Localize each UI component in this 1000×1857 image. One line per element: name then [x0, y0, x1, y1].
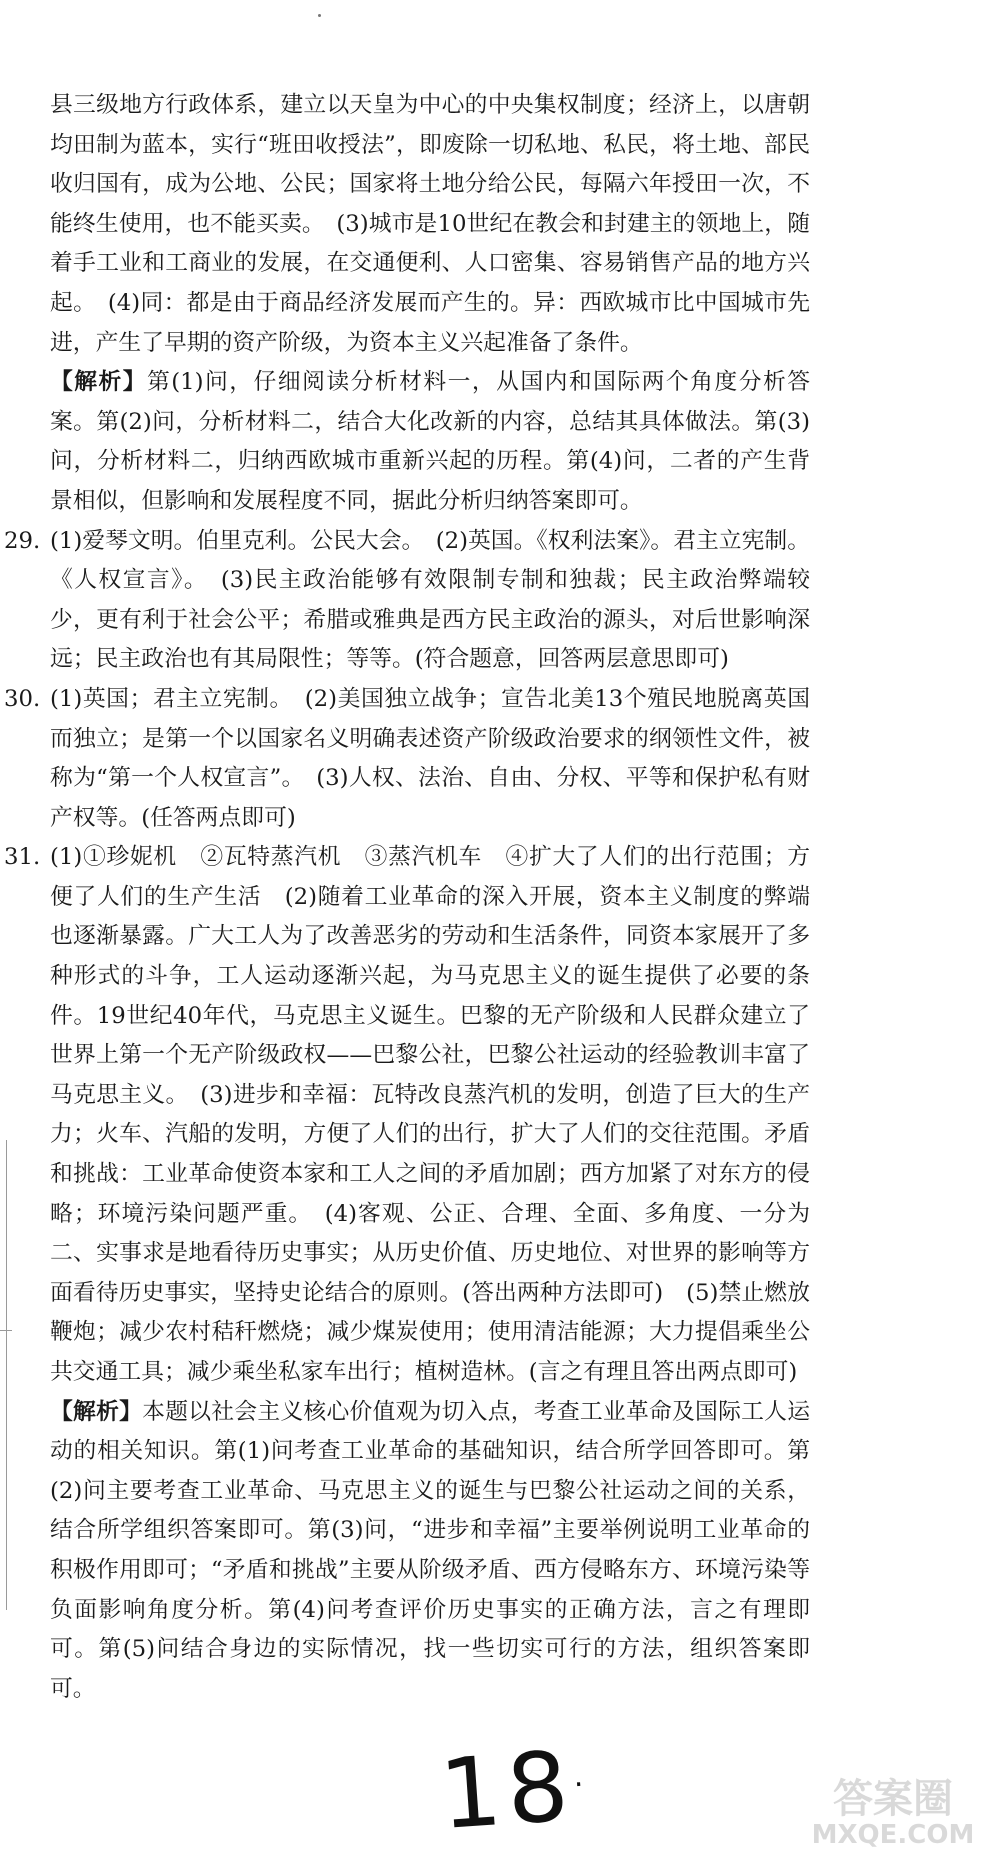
page-number-mark: ·	[572, 1766, 591, 1803]
answer-item-29	[4, 522, 810, 680]
answer-item-30	[4, 680, 810, 838]
answer-content	[4, 86, 811, 1709]
item-number: 30.	[4, 685, 41, 712]
item-number: 29.	[4, 527, 41, 554]
item-text: (1)①珍妮机 ②瓦特蒸汽机 ③蒸汽机车 ④扩大了人们的出行范围；方便了人们的生产生活 (2)随着工业革命的深入开展，资本主义制度的弊端也逐渐暴露。广大工人为了改善恶劣的劳动和生活条件，同资本家展开了多种形式的斗争，工人运动逐渐兴起，为马克思主义的诞生提供了必要的条件。19世纪40年代，马克思主义诞生。巴黎的无产阶级和人民群众建立了世界上第一个无产阶级政权——巴黎公社，巴黎公社运动的经验教训丰富了马克思主义。 (3)进步和幸福：瓦特改良蒸汽机的发明，创造了巨大的生产力；火车、汽船的发明，方便了人们的出行，扩大了人们的交往范围。矛盾和挑战：工业革命使资本家和工人之间的矛盾加剧；西方加紧了对东方的侵略；环境污染问题严重。 (4)客观、公正、合理、全面、多角度、一分为二、实事求是地看待历史事实；从历史价值、历史地位、对世界的影响等方面看待历史事实，坚持史论结合的原则。(答出两种方法即可) (5)禁止燃放鞭炮；减少农村秸秆燃烧；减少煤炭使用；使用清洁能源；大力提倡乘坐公共交通工具；减少乘坐私家车出行；植树造林。(言之有理且答出两点即可)	[50, 844, 810, 1385]
item-number: 31.	[4, 844, 41, 871]
watermark-logo-text: 答案圈	[833, 1776, 953, 1822]
analysis-text: 第(1)问，仔细阅读分析材料一，从国内和国际两个角度分析答案。第(2)问，分析材料二，结合大化改新的内容，总结其具体做法。第(3)问，分析材料二，归纳西欧城市重新兴起的历程。第(4)问，二者的产生背景相似，但影响和发展程度不同，据此分析归纳答案即可。	[50, 369, 810, 514]
item-text: (1)爱琴文明。伯里克利。公民大会。 (2)英国。《权利法案》。君主立宪制。《人权宣言》。 (3)民主政治能够有效限制专制和独裁；民主政治弊端较少，更有利于社会公平；希腊或雅典是西方民主政治的源头，对后世影响深远；民主政治也有其局限性；等等。(符合题意，回答两层意思即可)	[50, 527, 810, 673]
analysis-text: 本题以社会主义核心价值观为切入点，考查工业革命及国际工人运动的相关知识。第(1)问考查工业革命的基础知识，结合所学回答即可。第(2)问主要考查工业革命、马克思主义的诞生与巴黎公社运动之间的关系，结合所学组织答案即可。第(3)问，“进步和幸福”主要举例说明工业革命的积极作用即可；“矛盾和挑战”主要从阶级矛盾、西方侵略东方、环境污染等负面影响角度分析。第(4)问考查评价历史事实的正确方法，言之有理即可。第(5)问结合身边的实际情况，找一些切实可行的方法，组织答案即可。	[50, 1398, 811, 1702]
analysis-paragraph	[50, 363, 810, 521]
analysis-label: 【解析】	[50, 1398, 143, 1425]
item-text: (1)英国；君主立宪制。 (2)美国独立战争；宣告北美13个殖民地脱离英国而独立；是第一个以国家名义明确表述资产阶级政治要求的纲领性文件，被称为“第一个人权宣言”。 (3)人权、法治、自由、分权、平等和保护私有财产权等。(任答两点即可)	[50, 685, 810, 831]
analysis-label: 【解析】	[50, 369, 148, 396]
handwritten-page-number	[436, 1729, 593, 1852]
answer-item-31	[4, 838, 810, 1392]
scan-speck	[318, 14, 321, 17]
page-number-text: 18	[436, 1729, 578, 1852]
watermark-url: MXQE.COM	[811, 1820, 975, 1850]
continuation-text: 县三级地方行政体系，建立以天皇为中心的中央集权制度；经济上，以唐朝均田制为蓝本，实行“班田收授法”，即废除一切私地、私民，将土地、部民收归国有，成为公地、公民；国家将土地分给公民，每隔六年授田一次，不能终生使用，也不能买卖。 (3)城市是10世纪在教会和封建主的领地上，随着手工业和工商业的发展，在交通便利、人口密集、容易销售产品的地方兴起。 (4)同：都是由于商品经济发展而产生的。异：西欧城市比中国城市先进，产生了早期的资产阶级，为资本主义兴起准备了条件。	[50, 92, 810, 356]
site-watermark	[798, 1777, 988, 1849]
continuation-paragraph	[50, 86, 810, 363]
analysis-paragraph	[50, 1393, 810, 1710]
